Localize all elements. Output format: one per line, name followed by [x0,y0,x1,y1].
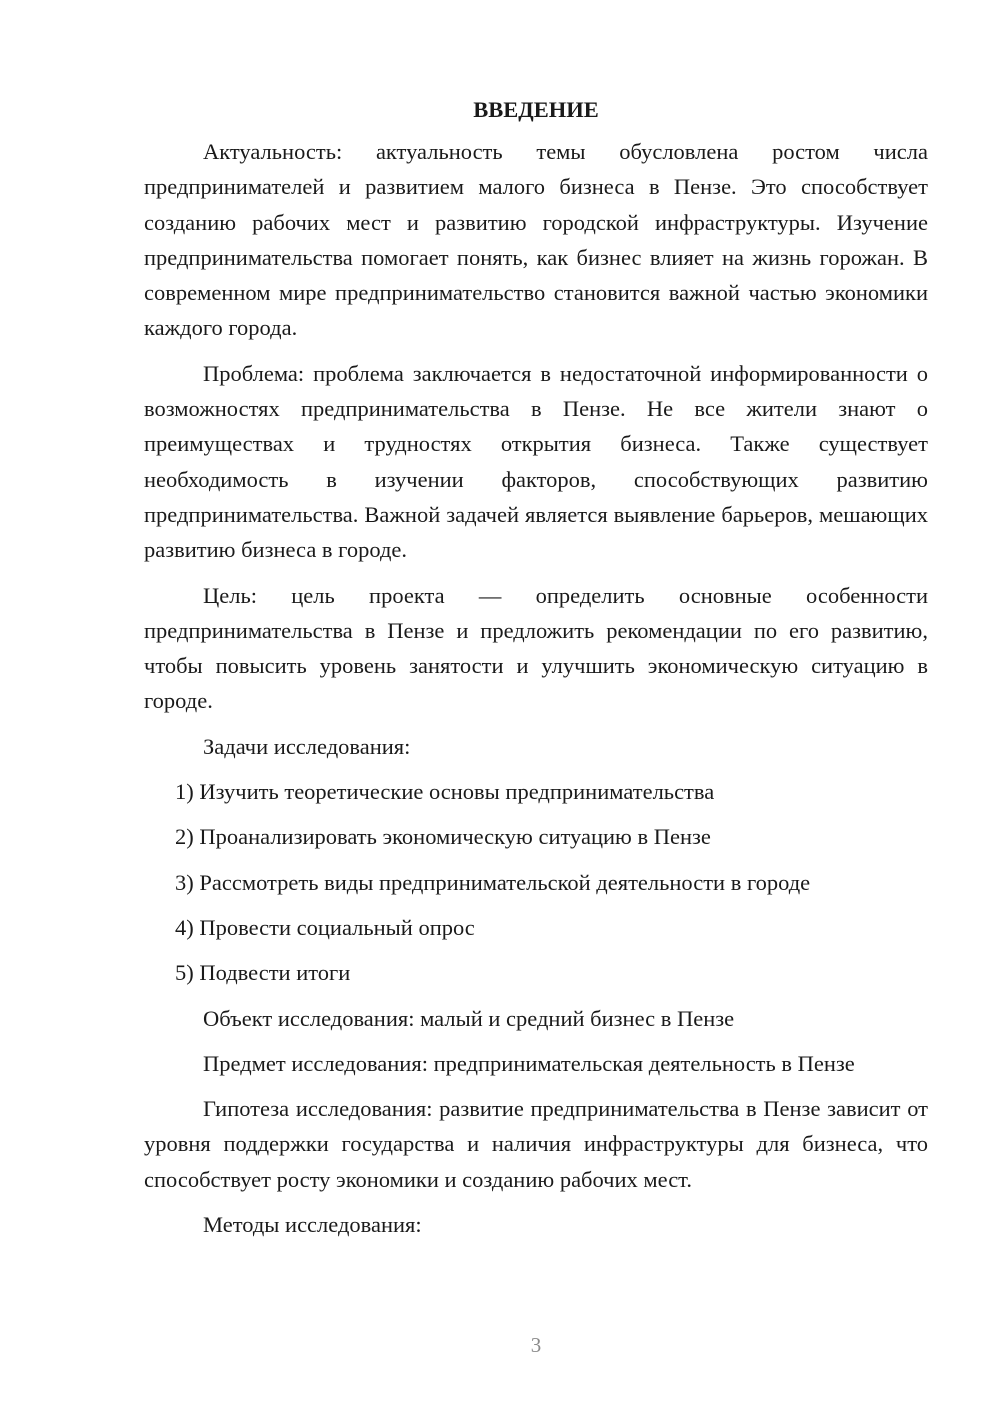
hypothesis-paragraph: Гипотеза исследования: развитие предпринимательства в Пензе зависит от уровня поддержки государства и наличия инфраструктуры для бизнеса, что способствует росту экономики и созданию рабочих мест. [144,1096,928,1192]
research-subject: Предмет исследования: предпринимательская деятельность в Пензе [203,1050,855,1076]
task-item-4: 4) Провести социальный опрос [175,914,475,940]
relevance-paragraph: Актуальность: актуальность темы обусловлена ростом числа предпринимателей и развитием малого бизнеса в Пензе. Это способствует созданию рабочих мест и развитию городской инфраструктуры. Изучение предпринимательства помогает понять, как бизнес влияет на жизнь горожан. В современном мире предпринимательство становится важной частью экономики каждого города. [144,139,928,341]
page-number: 3 [530,1333,542,1357]
problem-paragraph: Проблема: проблема заключается в недостаточной информированности о возможностях предпринимательства в Пензе. Не все жители знают о преимуществах и трудностях открытия бизнеса. Также существует необходимость в изучении факторов, способствующих развитию предпринимательства. Важной задачей является выявление барьеров, мешающих развитию бизнеса в городе. [144,360,928,563]
methods-heading: Методы исследования: [203,1212,422,1238]
tasks-heading: Задачи исследования: [203,733,411,759]
task-item-1: 1) Изучить теоретические основы предпринимательства [175,779,715,805]
section-title: ВВЕДЕНИЕ [473,97,599,122]
goal-paragraph: Цель: цель проекта — определить основные особенности предпринимательства в Пензе и предложить рекомендации по его развитию, чтобы повысить уровень занятости и улучшить экономическую ситуацию в городе. [144,582,928,714]
task-item-2: 2) Проанализировать экономическую ситуацию в Пензе [175,824,711,850]
research-object: Объект исследования: малый и средний бизнес в Пензе [203,1005,735,1031]
task-item-5: 5) Подвести итоги [175,960,351,986]
document-page [144,92,928,1252]
task-item-3: 3) Рассмотреть виды предпринимательской деятельности в городе [175,869,811,895]
